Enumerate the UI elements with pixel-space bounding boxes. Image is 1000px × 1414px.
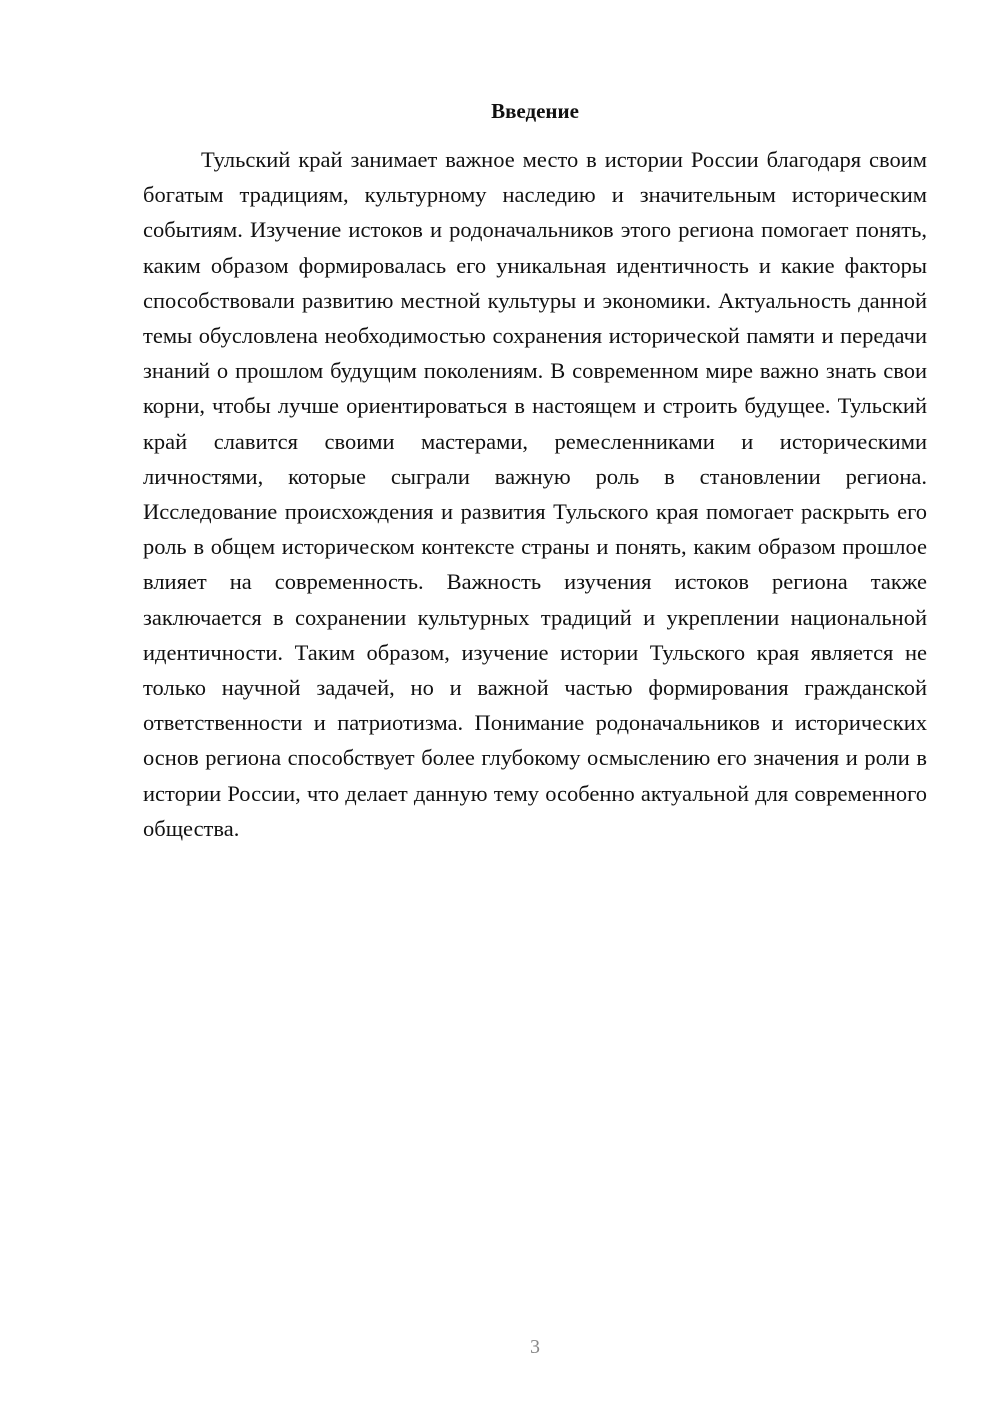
body-paragraph: Тульский край занимает важное место в истории России благодаря своим богатым традициям, культурному наследию и значительным историческим событиям. Изучение истоков и родоначальников этого региона помогает понять, каким образом формировалась его уникальная идентичность и какие факторы способствовали развитию местной культуры и экономики. Актуальность данной темы обусловлена необходимостью сохранения исторической памяти и передачи знаний о прошлом будущим поколениям. В современном мире важно знать свои корни, чтобы лучше ориентироваться в настоящем и строить будущее. Тульский край славится своими мастерами, ремесленниками и историческими личностями, которые сыграли важную роль в становлении региона. Исследование происхождения и развития Тульского края помогает раскрыть его роль в общем историческом контексте страны и понять, каким образом прошлое влияет на современность. Важность изучения истоков региона также заключается в сохранении культурных традиций и укреплении национальной идентичности. Таким образом, изучение истории Тульского края является не только научной задачей, но и важной частью формирования гражданской ответственности и патриотизма. Понимание родоначальников и исторических основ региона способствует более глубокому осмыслению его значения и роли в истории России, что делает данную тему особенно актуальной для современного общества. [143,147,927,841]
page-number: 3 [530,1336,540,1358]
section-title: Введение [491,99,579,123]
